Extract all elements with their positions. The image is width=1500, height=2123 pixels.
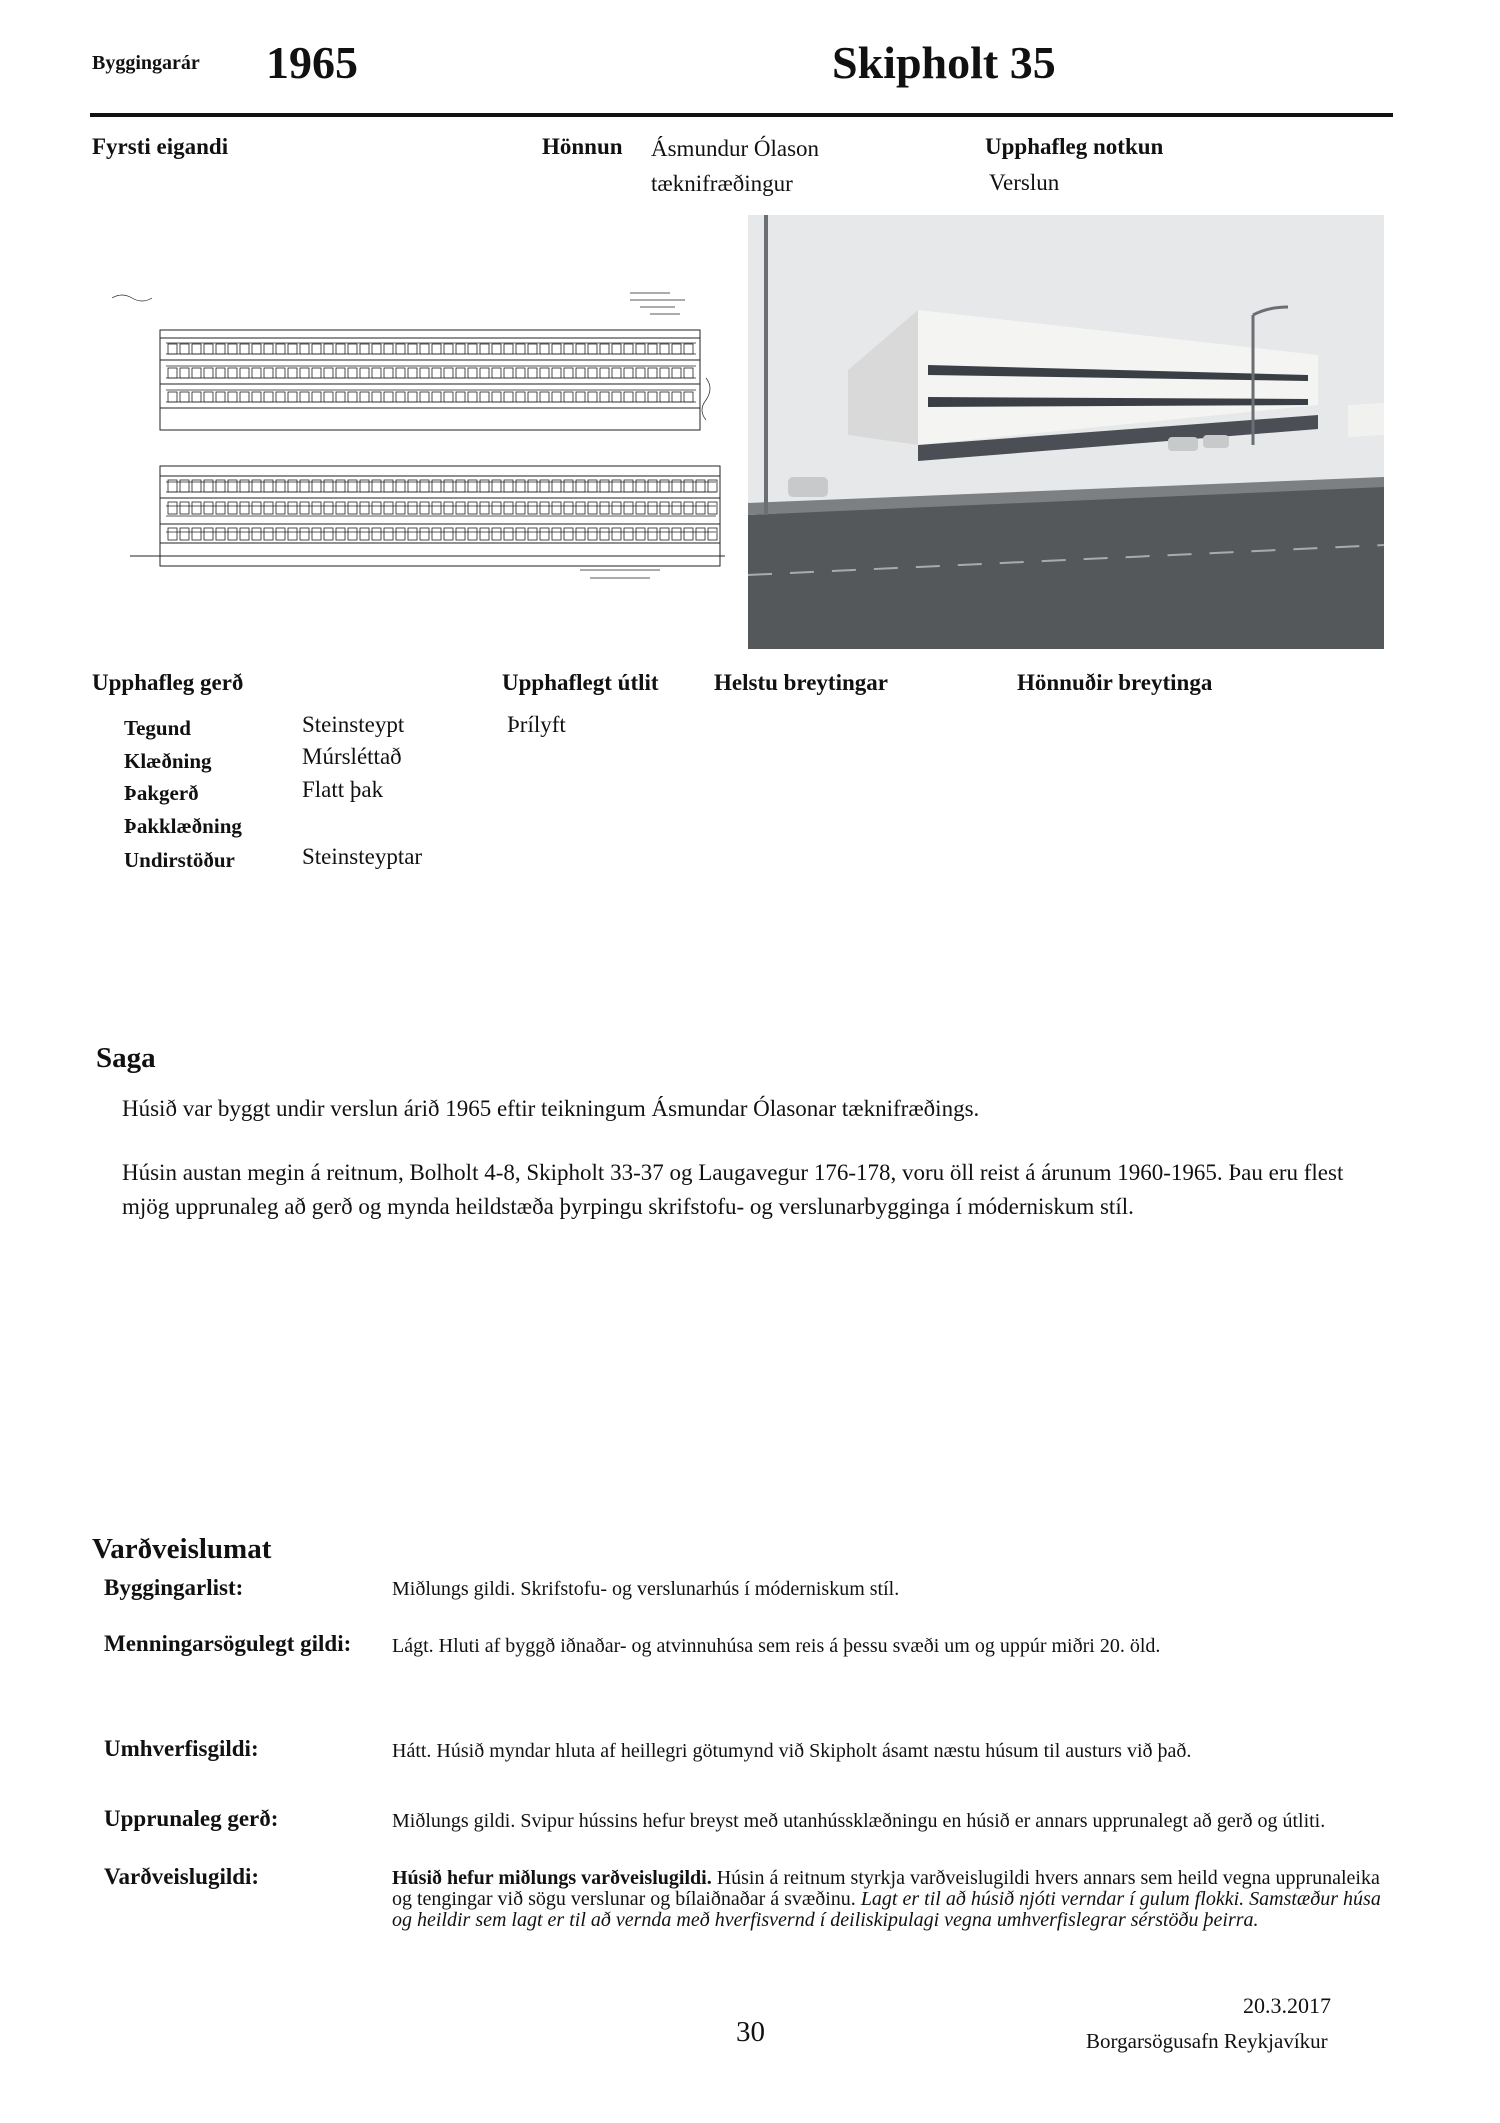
original-form-value-label: Upprunaleg gerð:: [104, 1806, 279, 1831]
preservation-value-italic: Lagt er til að húsið njóti verndar í gulum flokki. Samstæður húsa og heildir sem lagt er til að vernda með hverfisvernd í deiliskipulagi vegna umhverfislegrar sérstöðu þeirra.: [392, 1888, 1381, 1931]
designer-title: tæknifræðingur: [651, 171, 793, 196]
original-use-value: Verslun: [989, 170, 1060, 195]
type-value: Steinsteypt: [302, 712, 405, 737]
roof-type-value: Flatt þak: [302, 777, 384, 802]
preservation-value-text: [392, 1868, 1388, 1931]
roof-cladding-label: Þakklæðning: [124, 814, 242, 838]
original-form-value-text: Miðlungs gildi. Svipur hússins hefur breyst með utanhússklæðningu en húsið er annars upprunalegt að gerð og útliti.: [392, 1810, 1326, 1832]
foundation-value: Steinsteyptar: [302, 844, 423, 869]
roof-type-label: Þakgerð: [124, 781, 199, 805]
cladding-value: Múrsléttað: [302, 744, 402, 769]
footer-institution: Borgarsögusafn Reykjavíkur: [1086, 2029, 1328, 2053]
architecture-label: Byggingarlist:: [104, 1575, 244, 1600]
type-label: Tegund: [124, 716, 191, 740]
original-appearance-heading: Upphaflegt útlit: [502, 670, 659, 695]
environmental-value-text: Hátt. Húsið myndar hluta af heillegri götumynd við Skipholt ásamt næstu húsum til austurs við það.: [392, 1740, 1192, 1762]
building-photo: [748, 215, 1384, 649]
original-form-heading: Upphafleg gerð: [92, 670, 244, 695]
year-label: Byggingarár: [92, 52, 200, 74]
preservation-value-normal: Húsin á reitnum styrkja varðveislugildi hvers annars sem heild vegna upprunaleika og tengingar við sögu verslunar og bílaiðnaðar á svæðinu.: [392, 1867, 1380, 1910]
preservation-heading: Varðveislumat: [92, 1533, 272, 1565]
foundation-label: Undirstöður: [124, 848, 235, 872]
cultural-value-text: Lágt. Hluti af byggð iðnaðar- og atvinnuhúsa sem reis á þessu svæði um og uppúr miðri 20. öld.: [392, 1635, 1161, 1657]
architecture-value: Miðlungs gildi. Skrifstofu- og verslunarhús í móderniskum stíl.: [392, 1578, 900, 1600]
cladding-label: Klæðning: [124, 749, 212, 773]
designer-name: Ásmundur Ólason: [651, 136, 820, 161]
first-owner-label: Fyrsti eigandi: [92, 134, 229, 159]
construction-year: 1965: [266, 37, 358, 88]
page-title: Skipholt 35: [832, 37, 1056, 88]
original-use-label: Upphafleg notkun: [985, 134, 1164, 159]
design-label: Hönnun: [542, 134, 623, 159]
footer-date: 20.3.2017: [1243, 1993, 1331, 2018]
preservation-value-label: Varðveislugildi:: [104, 1864, 260, 1889]
cultural-value-label: Menningarsögulegt gildi:: [104, 1631, 352, 1656]
change-designers-heading: Hönnuðir breytinga: [1017, 670, 1213, 695]
environmental-value-label: Umhverfisgildi:: [104, 1736, 259, 1761]
header-divider: [90, 113, 1393, 117]
history-paragraph: Húsið var byggt undir verslun árið 1965 eftir teikningum Ásmundar Ólasonar tæknifræðings.: [122, 1096, 980, 1121]
elevation-drawing: [110, 288, 730, 598]
original-appearance-value: Þrílyft: [507, 712, 566, 737]
main-changes-heading: Helstu breytingar: [714, 670, 888, 695]
history-paragraph: Húsin austan megin á reitnum, Bolholt 4-8, Skipholt 33-37 og Laugavegur 176-178, voru öll reist á árunum 1960-1965. Þau eru flest mjög upprunaleg að gerð og mynda heildstæða þyrpingu skrifstofu- og verslunarbygginga í móderniskum stíl.: [122, 1160, 1344, 1219]
preservation-value-bold: Húsið hefur miðlungs varðveislugildi.: [392, 1867, 712, 1889]
history-heading: Saga: [96, 1042, 156, 1074]
page-number: 30: [736, 2016, 765, 2048]
